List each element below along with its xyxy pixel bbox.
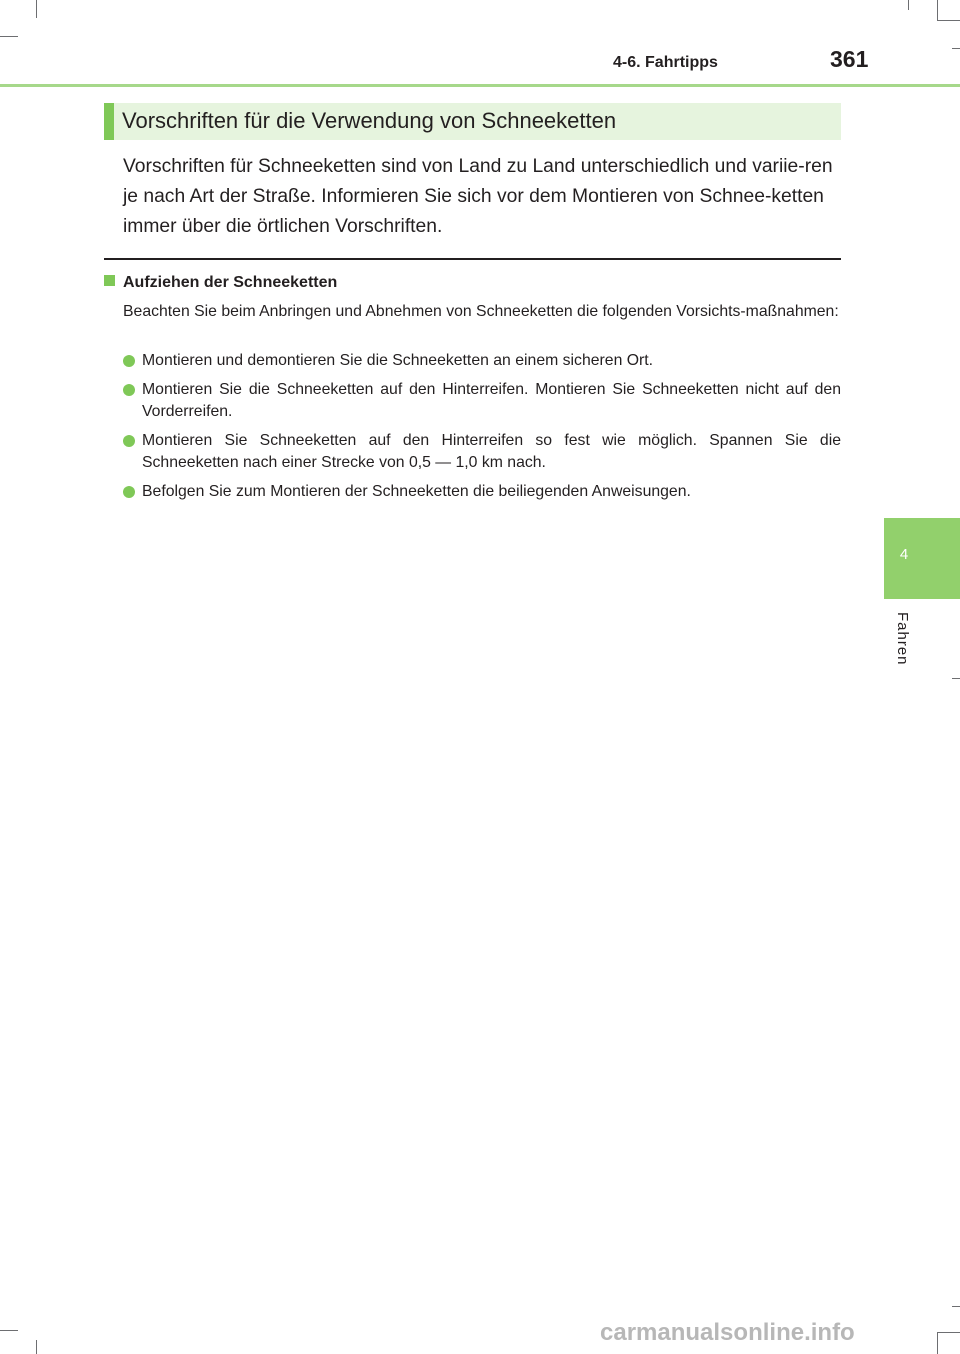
round-bullet-icon xyxy=(123,355,135,367)
section-label: 4-6. Fahrtipps xyxy=(613,54,718,71)
header-rule xyxy=(0,84,960,87)
crop-mark xyxy=(952,1306,960,1307)
square-bullet-icon xyxy=(104,275,115,286)
round-bullet-icon xyxy=(123,384,135,396)
round-bullet-icon xyxy=(123,486,135,498)
round-bullet-icon xyxy=(123,435,135,447)
title-accent xyxy=(104,103,114,140)
page-number: 361 xyxy=(830,46,869,72)
intro-paragraph: Vorschriften für Schneeketten sind von Land zu Land unterschiedlich und variie-ren je nach Art der Straße. Informieren Sie sich vor dem Montieren von Schnee-ketten immer über die örtlichen Vorschriften. xyxy=(123,156,833,237)
watermark: carmanualsonline.info xyxy=(600,1319,855,1346)
list-item-text: Montieren Sie die Schneeketten auf den Hinterreifen. Montieren Sie Schneeketten nicht auf den Vorderreifen. xyxy=(142,381,841,420)
title-box xyxy=(104,103,841,140)
bullet-list xyxy=(123,350,841,510)
list-item-text: Montieren und demontieren Sie die Schneeketten an einem sicheren Ort. xyxy=(142,352,654,369)
crop-mark xyxy=(937,1332,960,1333)
subsection-heading xyxy=(104,274,337,292)
crop-mark xyxy=(36,1340,37,1354)
list-item xyxy=(123,481,841,503)
crop-mark xyxy=(937,1332,938,1354)
crop-mark xyxy=(0,36,18,37)
chapter-number: 4 xyxy=(899,546,909,563)
chapter-tab xyxy=(884,518,960,599)
crop-mark xyxy=(952,678,960,679)
subsection-heading-text: Aufziehen der Schneeketten xyxy=(123,274,338,291)
list-item-text: Befolgen Sie zum Montieren der Schneeketten die beiliegenden Anweisungen. xyxy=(142,483,691,500)
crop-mark xyxy=(0,1330,18,1331)
list-item xyxy=(123,379,841,423)
list-item-text: Montieren Sie Schneeketten auf den Hinterreifen so fest wie möglich. Spannen Sie die Schneeketten nach einer Strecke von 0,5 — 1,0 km nach. xyxy=(142,432,841,471)
crop-mark xyxy=(952,48,960,49)
crop-mark xyxy=(937,0,938,20)
crop-mark xyxy=(937,20,960,21)
box-title: Vorschriften für die Verwendung von Schneeketten xyxy=(122,108,617,133)
chapter-label: Fahren xyxy=(894,612,911,666)
crop-mark xyxy=(36,0,37,18)
list-item xyxy=(123,430,841,474)
subsection-intro: Beachten Sie beim Anbringen und Abnehmen von Schneeketten die folgenden Vorsichts-maßnahmen: xyxy=(123,303,839,320)
crop-mark xyxy=(908,0,909,10)
list-item xyxy=(123,350,841,372)
divider xyxy=(104,258,841,260)
